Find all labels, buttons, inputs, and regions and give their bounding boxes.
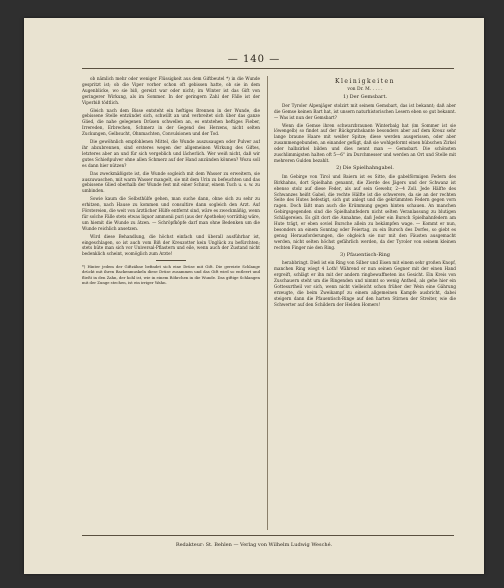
section-heading-3: 3) Pfauentisch-Ring: [340, 251, 390, 258]
left-paragraph-2: Gleich nach dem Bisse entsteht ein heftiges Brennen in der Wunde, die gebissene Stelle entzündet sich, schwillt an und verbreitet sich über das ganze Glied, die nahe gelegenen Drüsen schwellen an, es entstehen heftiges Fieber, Irrereden, Erbrechen, Schmerz in der Gegend des Herzens, nicht selten Zuckungen, Gelbsucht, Ohnmachten, Convulsionen und der Tod.: [82, 107, 260, 137]
footnote: [82, 264, 260, 285]
left-paragraph-4: Das zweckmäßigste ist, die Wunde sogleich mit dem Wasser zu erweitern, sie auszuwaschen, mit warm Wasser mangelt, sie mit dem Urin zu befeuchten und das gebissene Glied oberhalb der Wunde fest mit einer Schnur, einem Tuch u. s. w. zu umbinden.: [82, 170, 260, 194]
section-heading-1: 1) Der Gemsbart.: [342, 93, 388, 100]
header-rule: [82, 68, 454, 69]
section-1-paragraph-1: Der Tyroler Alpenjäger stolzirt mit seinem Gemsbart, das ist bekannt; daß aber die Gemse keinen Bart hat, ist unsern naturhistorischen Lesern eben so gut bekannt. — Was ist nun der Gemsbart?: [274, 102, 456, 120]
section-1-paragraph-2: Wenn die Gemse ihren schwarzbraunen Winterbalg hat (im Sommer ist sie löwengelb) so findet auf der Rückgrathskante besonders aber auf dem Kreuz sehr lange braune Haare mit weißer Spitze; diese werden ausgerissen, oder aber zusammengebunden, an einander gefügt, daß sie wohlgeformt einen hübschen Zirkel oder halbzirkel bilden und dies nennt man — Gemsbart. Die schönsten zuschlimmigsten halten oft 5—6'' im Durchmesser und werden an Ort und Stelle mit mehreren Gulden bezahlt.: [274, 122, 456, 163]
left-paragraph-5: Sowie kaum die Selbsthülfe gehen, man suche dann, ohne sich zu sehr zu erhitzen, nach Hause zu kommen und consultire dann sogleich den Arzt. Auf Förstereien, die weit von ärztlicher Hülfe entfernt sind, wäre es zweckmäßig, wenn für solche Fälle stets etwas liquor ammonii puri (aus der Apotheke) vorräthig wäre, um hiemit die Wunde zu ätzen. — Schröpfköpfe darf man ohne Bedenken um die Wunde reichlich ansetzen.: [82, 196, 260, 231]
section-2-paragraph-1: Im Gebirge von Tirol und Baiern ist es Sitte, die gabelförmigen Federn des Birkhahns, dort Spielhahn genannt, die Zierde des Jägers und der Schwanz ist ebenso stolz auf diese Feder, als auf sein Gewehr, 2—4 Zoll. Jede Hälfte des Schwanzes heißt Gabel, die rechte Hälfte ist die schwerere, da sie an der rechten Seite des Hutes befestigt, sich gut anlegt und die gekrümmten Federn gegen vorn ragen. Doch läßt man auch die Krümmung gegen hinten schauen. An manchen Gebirgsgegenden sind die Spielhahnfedern nicht selten Veranlassung zu blutigen Schlägereien. Es gilt dort die Annahme, daß Jeder ein Bursch Spielhahnfedern am Hute trägt, er eben soviel Bursche allein zu bekämpfen wage. — Kommt er nun, besonders an einem Sonntag oder Feiertag, zu ein Bursch des Dorfes, so giebt es genug Herausforderungen, die obgleich sie nur mit den Fäusten ausgemacht werden, nicht selten höchst gefährlich werden, da der Tyroler von seinem kleinen rechten Finger nie den Ring.: [274, 173, 456, 250]
publisher-footer: Redakteur: St. Behlen — Verlag von Wilhelm Ludwig Wesché.: [175, 542, 333, 548]
left-paragraph-3: Die gewöhnlich empfohlenen Mittel, die Wunde auszusaugen oder Pulver auf ihr abzubrennen, sind ersteres wegen der allgemeinen Wirkung des Giftes, letzteres aber an und für sich vergeblich und lächerlich. Wer weiß nicht, daß wir gutes Schießpulver ohne allen Schmerz auf der Hand anzünden können? Wozu soll es dann hier nützen?: [82, 139, 260, 168]
right-column: [274, 76, 456, 530]
footnote-rule: [156, 260, 186, 261]
article-byline: von Dr. M. . . . .: [347, 87, 383, 92]
column-divider: [267, 76, 268, 530]
section-heading-2: 2) Die Spielhahngabel.: [336, 164, 394, 171]
footer-rule: [82, 535, 454, 536]
document-page: [24, 18, 484, 574]
section-3-paragraph-1: herabbringt. Dieß ist ein Ring von Silber und Eisen mit einem sehr großen Knopf, manchen Ring wiegt 4 Loth! Während er nun seinen Gegner mit der einen Hand ergreift, schlägt er ihn mit der andern ringbewaffneten ins Gesicht. Ein Kreis von Zuschauern steht um die Ringenden und nimmt so wenig Antheil, als gehe hier ein Gottesurtheil vor sich, wenn nicht vielleicht schon früher der Wein eine Gährung erzeugte, die beim Zweikampf zu einem allgemeinen Kampfe ausbricht, dabei steigern dann die Pfauentisch-Ringe auf den harten Stirnen der Streiter, wie die Schwerter auf den Schildern der Helden Homers!: [274, 260, 456, 307]
footnote-text: *) Hinter jedem der Giftzähne befindet sich eine Drüse mit Gift. Die gereizte Schlange drückt mit ihren Backenmuskeln diese Drüse zusammen und das Gift wird so entleert und fließt in den Zahn, der hohl ist, wie in einem Röhrchen in die Wunde. Das giftige Schlangen mit der Zunge stechen, ist ein irriger Wahn.: [82, 264, 260, 285]
left-paragraph-6: Wird diese Behandlung, die höchst einfach und überall ausführbar ist, eingeschlagen, so ist auch vom Biß der Kreuzotter kein Unglück zu befürchten; stets hüte man sich vor Universal-Pflastern und eile, wenn auch der Zustand nicht bedenklich scheint, womöglich zum Arzte!: [82, 233, 260, 257]
left-column: [82, 76, 260, 530]
left-paragraph-1: ob nämlich mehr oder weniger Flüssigkeit aus dem Giftbeutel *) in die Wunde gespritzt ist; ob die Viper vorher schon oft gebissen hatte, ob sie in dem Augenblicke, wo sie biß, gereizt war oder nicht; im Winter ist das Gift von geringerer Wirkung, als im Sommer. In der geringern Zahl der Fälle ist der Viperbiß tödtlich.: [82, 76, 260, 105]
article-title: Kleinigkeiten: [335, 78, 395, 85]
page-number: — 140 —: [227, 54, 281, 65]
